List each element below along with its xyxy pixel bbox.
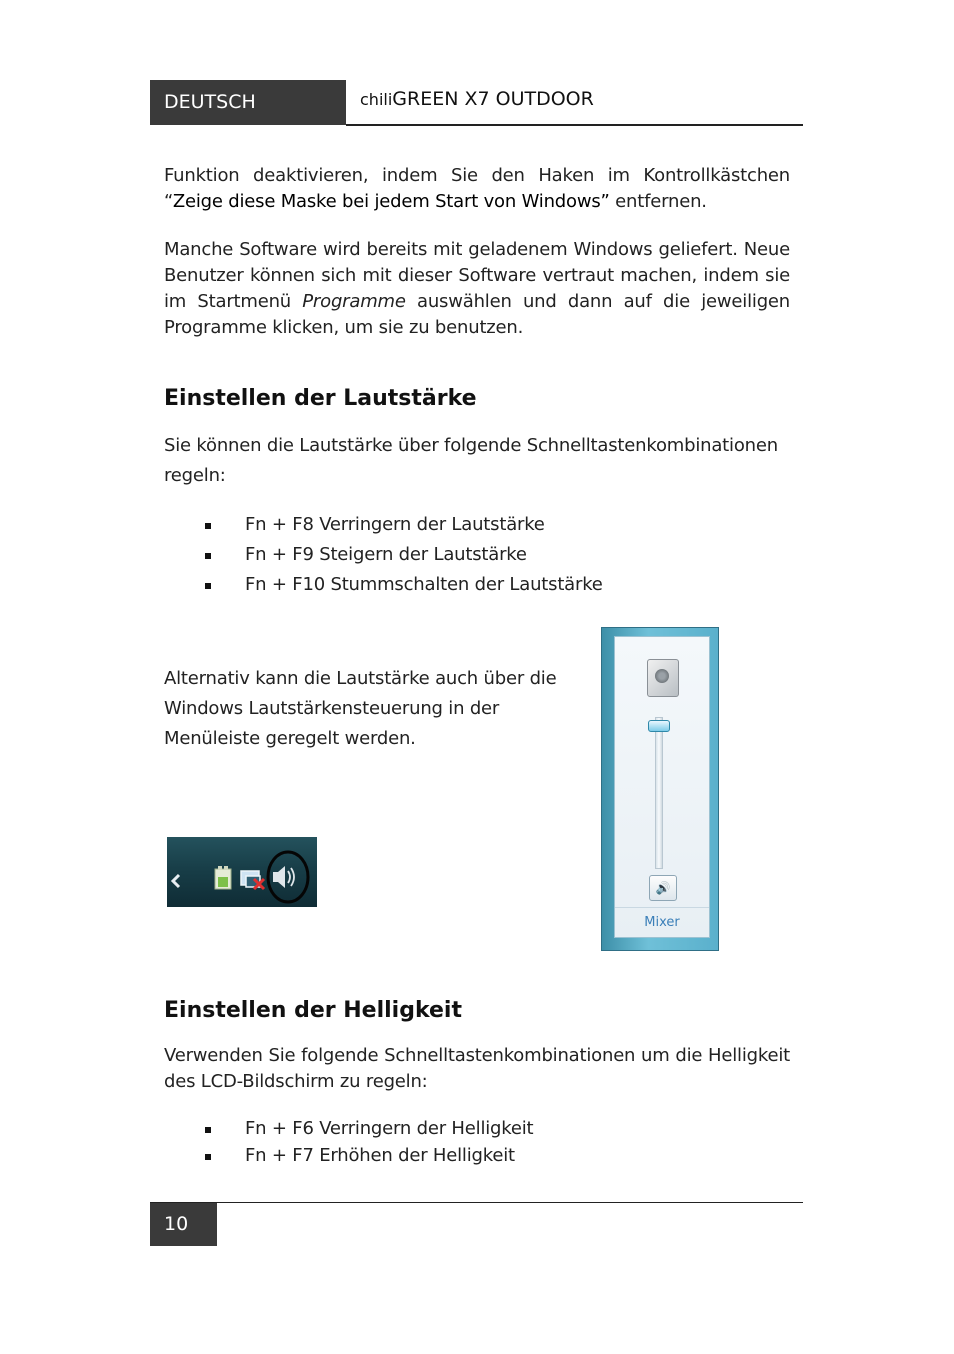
- taskbar-screenshot: [167, 837, 317, 907]
- header-language-label: DEUTSCH: [150, 80, 346, 125]
- footer-rule: [150, 1202, 803, 1203]
- intro-p2-text-before: Manche Software wird bereits mit geladenem Windows geliefert. Neue Benutzer können sich mit dieser Software vertraut machen, indem sie im Startmenü: [164, 239, 790, 312]
- volume-alt-text: Alternativ kann die Lautstärke auch über die Windows Lautstärkensteuerung in der Menüleiste geregelt werden.: [164, 668, 557, 749]
- volume-flyout-screenshot: [601, 627, 719, 951]
- bullet-square-icon: [205, 523, 211, 529]
- header-model-title: [360, 88, 594, 110]
- mixer-link: Mixer: [644, 915, 680, 930]
- page-number: 10: [150, 1203, 217, 1246]
- volume-slider-thumb: [648, 720, 670, 732]
- list-item: [205, 1118, 765, 1145]
- speaker-device-icon: [647, 659, 679, 697]
- list-item: [205, 544, 765, 574]
- chevron-left-icon: [173, 875, 179, 887]
- intro-p2-italic: Programme: [302, 291, 406, 312]
- bullet-square-icon: [205, 1154, 211, 1160]
- list-item-text: Fn + F8 Verringern der Lautstärke: [245, 514, 545, 535]
- volume-slider-track: [655, 717, 663, 869]
- intro-p2-text-after: auswählen und dann auf die jeweiligen Programme klicken, um sie zu benutzen.: [164, 291, 791, 338]
- intro-paragraph-2: [164, 237, 790, 341]
- network-disconnected-icon: [241, 871, 264, 889]
- bullet-square-icon: [205, 583, 211, 589]
- header-rule: [346, 124, 803, 126]
- intro-p1-keyword: Zeige diese Maske bei jedem Start von Windows”: [172, 191, 610, 212]
- list-item-text: Fn + F9 Steigern der Lautstärke: [245, 544, 527, 565]
- list-item-text: Fn + F10 Stummschalten der Lautstärke: [245, 574, 603, 595]
- bullet-square-icon: [205, 1127, 211, 1133]
- list-item: [205, 1145, 765, 1172]
- volume-flyout-divider: [615, 907, 709, 908]
- battery-icon: [215, 866, 231, 889]
- bullet-square-icon: [205, 553, 211, 559]
- list-item-text: Fn + F6 Verringern der Helligkeit: [245, 1118, 534, 1139]
- intro-paragraph-1: [164, 163, 790, 215]
- model-prefix: chili: [360, 90, 393, 109]
- brightness-intro: Verwenden Sie folgende Schnelltastenkombinationen um die Helligkeit des LCD-Bildschirm zu regeln:: [164, 1045, 790, 1092]
- speaker-icon: [268, 852, 308, 902]
- volume-shortcut-list: [205, 514, 765, 604]
- volume-flyout-panel: [614, 636, 710, 938]
- volume-heading: Einstellen der Lautstärke: [164, 386, 477, 411]
- list-item: [205, 574, 765, 604]
- intro-p1-text-before: Funktion deaktivieren, indem Sie den Haken im Kontrollkästchen “: [164, 165, 790, 212]
- volume-intro: Sie können die Lautstärke über folgende Schnelltastenkombinationen regeln:: [164, 435, 778, 486]
- brightness-shortcut-list: [205, 1118, 765, 1172]
- brightness-heading: Einstellen der Helligkeit: [164, 998, 462, 1023]
- model-name: GREEN X7 OUTDOOR: [392, 88, 594, 110]
- list-item-text: Fn + F7 Erhöhen der Helligkeit: [245, 1145, 515, 1166]
- taskbar-tray-graphic: [167, 837, 317, 907]
- intro-p1-text-after: entfernen.: [609, 191, 707, 212]
- list-item: [205, 514, 765, 544]
- mute-button: 🔊: [649, 875, 677, 901]
